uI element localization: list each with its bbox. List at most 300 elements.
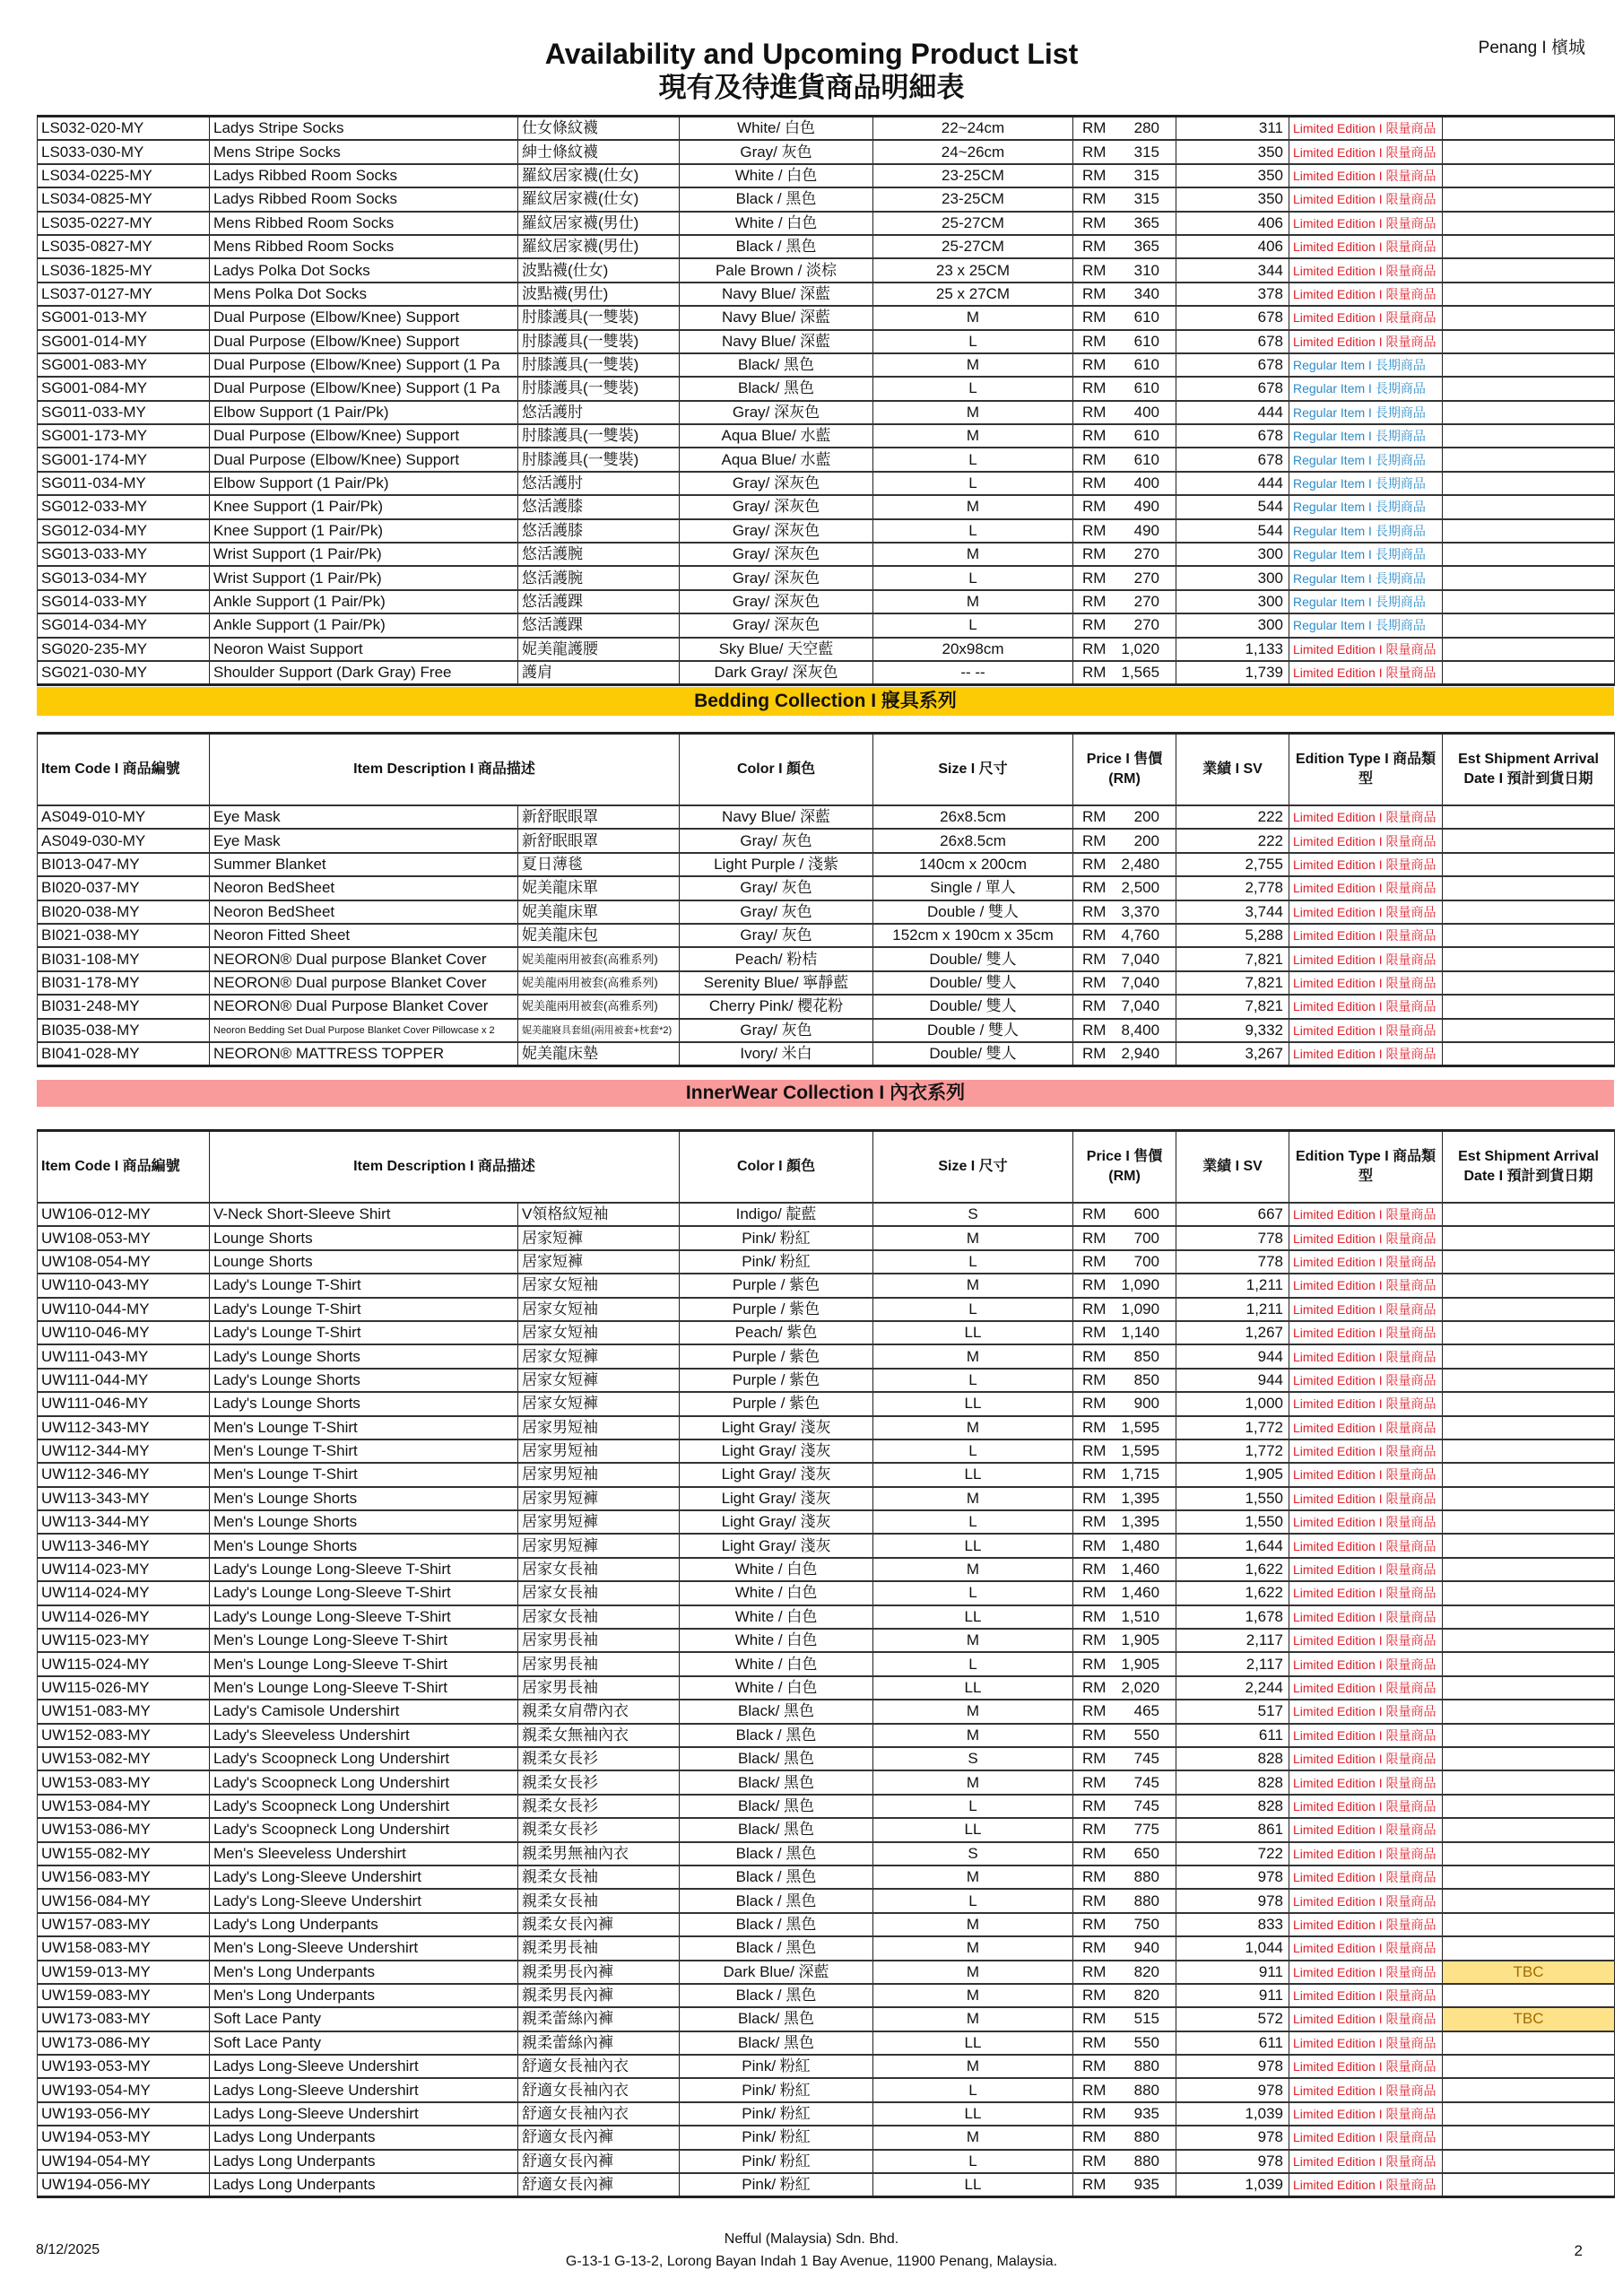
- item-description-zh: 居家短褲: [518, 1250, 680, 1274]
- item-description-zh: 舒適女長袖內衣: [518, 2078, 680, 2101]
- item-color: Black / 黑色: [680, 235, 873, 258]
- shipment-date: [1443, 1629, 1615, 1652]
- item-description-zh: 紳士條紋襪: [518, 140, 680, 163]
- item-size: Double/ 雙人: [873, 1042, 1073, 1066]
- item-size: 26x8.5cm: [873, 829, 1073, 852]
- table-row: [38, 212, 1615, 235]
- item-price: 880: [1118, 2078, 1176, 2101]
- shipment-date: [1443, 1487, 1615, 1510]
- item-description-zh: V領格紋短袖: [518, 1203, 680, 1226]
- item-code: BI031-248-MY: [38, 995, 210, 1018]
- item-color: Black/ 黑色: [680, 377, 873, 400]
- shipment-date: [1443, 1274, 1615, 1297]
- currency-label: RM: [1073, 401, 1118, 424]
- currency-label: RM: [1073, 353, 1118, 377]
- edition-type: Limited Edition I 限量商品: [1289, 1913, 1443, 1936]
- edition-type: Limited Edition I 限量商品: [1289, 2173, 1443, 2197]
- item-price: 610: [1118, 377, 1176, 400]
- table-row: [38, 2150, 1615, 2173]
- item-color: White / 白色: [680, 1605, 873, 1629]
- shipment-date: [1443, 829, 1615, 852]
- item-code: SG020-235-MY: [38, 638, 210, 661]
- item-description: V-Neck Short-Sleeve Shirt: [210, 1203, 518, 1226]
- item-code: UW159-083-MY: [38, 1984, 210, 2007]
- shipment-date: [1443, 853, 1615, 876]
- edition-type: Limited Edition I 限量商品: [1289, 1700, 1443, 1723]
- item-color: Pink/ 粉紅: [680, 2078, 873, 2101]
- item-size: M: [873, 1724, 1073, 1747]
- item-code: SG001-084-MY: [38, 377, 210, 400]
- item-description-zh: 肘膝護具(一雙裝): [518, 306, 680, 329]
- currency-label: RM: [1073, 638, 1118, 661]
- shipment-date: [1443, 638, 1615, 661]
- item-sv: 2,778: [1176, 876, 1289, 900]
- shipment-date: [1443, 377, 1615, 400]
- item-price: 1,020: [1118, 638, 1176, 661]
- currency-label: RM: [1073, 2078, 1118, 2101]
- item-description: Ladys Ribbed Room Socks: [210, 187, 518, 211]
- table-body: [38, 805, 1615, 1066]
- item-description: Lady's Lounge T-Shirt: [210, 1274, 518, 1297]
- col-header-edition: Edition Type I 商品類型: [1289, 734, 1443, 806]
- item-color: Pink/ 粉紅: [680, 2150, 873, 2173]
- item-color: Peach/ 粉桔: [680, 947, 873, 970]
- item-description: Ladys Long Underpants: [210, 2150, 518, 2173]
- currency-label: RM: [1073, 1042, 1118, 1066]
- edition-type: Limited Edition I 限量商品: [1289, 1510, 1443, 1534]
- item-sv: 2,117: [1176, 1629, 1289, 1652]
- table-row: [38, 1203, 1615, 1226]
- item-price: 935: [1118, 2102, 1176, 2126]
- item-size: M: [873, 1558, 1073, 1581]
- item-sv: 978: [1176, 2078, 1289, 2101]
- edition-type: Limited Edition I 限量商品: [1289, 1889, 1443, 1912]
- item-description: Men's Lounge Shorts: [210, 1487, 518, 1510]
- table-row: [38, 947, 1615, 970]
- table-row: [38, 1558, 1615, 1581]
- item-description-zh: 新舒眠眼罩: [518, 805, 680, 829]
- item-code: SG014-033-MY: [38, 590, 210, 613]
- item-description: Ladys Long Underpants: [210, 2173, 518, 2197]
- currency-label: RM: [1073, 1676, 1118, 1700]
- currency-label: RM: [1073, 235, 1118, 258]
- item-price: 700: [1118, 1250, 1176, 1274]
- item-price: 610: [1118, 306, 1176, 329]
- currency-label: RM: [1073, 2007, 1118, 2031]
- item-description: Lady's Lounge Shorts: [210, 1344, 518, 1368]
- col-header-price: Price I 售價 (RM): [1073, 1131, 1176, 1204]
- item-price: 315: [1118, 187, 1176, 211]
- item-description: Dual Purpose (Elbow/Knee) Support: [210, 330, 518, 353]
- item-size: LL: [873, 1676, 1073, 1700]
- item-description-zh: 居家女短袖: [518, 1298, 680, 1321]
- item-size: M: [873, 1936, 1073, 1960]
- item-color: Gray/ 深灰色: [680, 472, 873, 495]
- item-code: UW108-053-MY: [38, 1226, 210, 1249]
- col-header-shipment: Est Shipment Arrival Date I 預計到貨日期: [1443, 734, 1615, 806]
- item-size: LL: [873, 1392, 1073, 1415]
- table-row: [38, 1416, 1615, 1439]
- item-price: 1,395: [1118, 1510, 1176, 1534]
- item-size: M: [873, 424, 1073, 448]
- item-color: Gray/ 深灰色: [680, 519, 873, 543]
- currency-label: RM: [1073, 1344, 1118, 1368]
- shipment-date: [1443, 235, 1615, 258]
- item-code: BI013-047-MY: [38, 853, 210, 876]
- item-price: 880: [1118, 2055, 1176, 2078]
- currency-label: RM: [1073, 1226, 1118, 1249]
- item-sv: 7,821: [1176, 971, 1289, 995]
- item-price: 850: [1118, 1369, 1176, 1392]
- item-code: UW152-083-MY: [38, 1724, 210, 1747]
- item-description-zh: 悠活護腕: [518, 566, 680, 589]
- item-description: Soft Lace Panty: [210, 2007, 518, 2031]
- table-row: [38, 1770, 1615, 1794]
- table-row: [38, 2078, 1615, 2101]
- shipment-date: [1443, 971, 1615, 995]
- item-description-zh: 親柔蕾絲內褲: [518, 2007, 680, 2031]
- item-price: 2,480: [1118, 853, 1176, 876]
- edition-type: Limited Edition I 限量商品: [1289, 140, 1443, 163]
- item-size: Double/ 雙人: [873, 995, 1073, 1018]
- shipment-date: [1443, 2173, 1615, 2197]
- shipment-date: [1443, 1984, 1615, 2007]
- item-size: 23-25CM: [873, 187, 1073, 211]
- item-sv: 1,622: [1176, 1581, 1289, 1605]
- table-row: [38, 1629, 1615, 1652]
- edition-type: Regular Item I 長期商品: [1289, 424, 1443, 448]
- table-row: [38, 2126, 1615, 2149]
- table-row: [38, 1369, 1615, 1392]
- item-sv: 1,739: [1176, 661, 1289, 685]
- item-size: LL: [873, 2102, 1073, 2126]
- item-description: Eye Mask: [210, 829, 518, 852]
- item-code: LS037-0127-MY: [38, 283, 210, 306]
- item-color: Pale Brown / 淡棕: [680, 258, 873, 282]
- item-code: UW194-054-MY: [38, 2150, 210, 2173]
- currency-label: RM: [1073, 2055, 1118, 2078]
- item-price: 200: [1118, 829, 1176, 852]
- item-description: Mens Ribbed Room Socks: [210, 235, 518, 258]
- item-code: UW111-044-MY: [38, 1369, 210, 1392]
- item-description-zh: 護肩: [518, 661, 680, 685]
- shipment-date: [1443, 2102, 1615, 2126]
- item-size: Double/ 雙人: [873, 947, 1073, 970]
- item-color: Serenity Blue/ 寧靜藍: [680, 971, 873, 995]
- item-description-zh: 肘膝護具(一雙裝): [518, 377, 680, 400]
- item-description: Men's Lounge T-Shirt: [210, 1463, 518, 1486]
- item-price: 745: [1118, 1747, 1176, 1770]
- item-sv: 978: [1176, 2150, 1289, 2173]
- col-header-code: Item Code I 商品編號: [38, 1131, 210, 1204]
- table-row: [38, 1842, 1615, 1866]
- shipment-date: [1443, 1795, 1615, 1818]
- item-size: M: [873, 1274, 1073, 1297]
- item-code: SG001-083-MY: [38, 353, 210, 377]
- item-size: L: [873, 330, 1073, 353]
- item-sv: 611: [1176, 2031, 1289, 2055]
- item-color: Purple / 紫色: [680, 1298, 873, 1321]
- shipment-date: [1443, 947, 1615, 970]
- edition-type: Limited Edition I 限量商品: [1289, 2055, 1443, 2078]
- item-description: Dual Purpose (Elbow/Knee) Support: [210, 448, 518, 471]
- item-price: 200: [1118, 805, 1176, 829]
- item-price: 650: [1118, 1842, 1176, 1866]
- table-row: [38, 1866, 1615, 1889]
- item-description: Men's Lounge Long-Sleeve T-Shirt: [210, 1652, 518, 1675]
- edition-type: Regular Item I 長期商品: [1289, 401, 1443, 424]
- currency-label: RM: [1073, 805, 1118, 829]
- currency-label: RM: [1073, 1581, 1118, 1605]
- item-code: UW111-043-MY: [38, 1344, 210, 1368]
- item-color: Pink/ 粉紅: [680, 1226, 873, 1249]
- item-size: L: [873, 566, 1073, 589]
- edition-type: Regular Item I 長期商品: [1289, 613, 1443, 637]
- currency-label: RM: [1073, 2126, 1118, 2149]
- shipment-date: [1443, 258, 1615, 282]
- currency-label: RM: [1073, 1770, 1118, 1794]
- shipment-date: [1443, 1463, 1615, 1486]
- item-sv: 1,550: [1176, 1510, 1289, 1534]
- item-color: Purple / 紫色: [680, 1344, 873, 1368]
- edition-type: Limited Edition I 限量商品: [1289, 805, 1443, 829]
- item-price: 7,040: [1118, 947, 1176, 970]
- item-color: Navy Blue/ 深藍: [680, 306, 873, 329]
- item-color: Pink/ 粉紅: [680, 1250, 873, 1274]
- table-row: [38, 2102, 1615, 2126]
- item-size: 23-25CM: [873, 164, 1073, 187]
- item-price: 610: [1118, 353, 1176, 377]
- table-row: [38, 829, 1615, 852]
- item-size: LL: [873, 2031, 1073, 2055]
- edition-type: Regular Item I 長期商品: [1289, 448, 1443, 471]
- item-description-zh: 羅紋居家襪(男仕): [518, 212, 680, 235]
- item-size: M: [873, 1226, 1073, 1249]
- edition-type: Limited Edition I 限量商品: [1289, 330, 1443, 353]
- edition-type: Limited Edition I 限量商品: [1289, 1558, 1443, 1581]
- item-price: 270: [1118, 613, 1176, 637]
- item-description: Lady's Lounge Long-Sleeve T-Shirt: [210, 1558, 518, 1581]
- item-description: Ankle Support (1 Pair/Pk): [210, 613, 518, 637]
- currency-label: RM: [1073, 1321, 1118, 1344]
- item-description-zh: 夏日薄毯: [518, 853, 680, 876]
- edition-type: Limited Edition I 限量商品: [1289, 1652, 1443, 1675]
- item-description-zh: 居家女長袖: [518, 1581, 680, 1605]
- item-description: Mens Ribbed Room Socks: [210, 212, 518, 235]
- item-size: M: [873, 2126, 1073, 2149]
- item-price: 820: [1118, 1984, 1176, 2007]
- currency-label: RM: [1073, 472, 1118, 495]
- item-color: Purple / 紫色: [680, 1369, 873, 1392]
- item-code: LS033-030-MY: [38, 140, 210, 163]
- currency-label: RM: [1073, 1795, 1118, 1818]
- item-description: Neoron BedSheet: [210, 876, 518, 900]
- table-row: [38, 424, 1615, 448]
- currency-label: RM: [1073, 613, 1118, 637]
- item-code: SG001-173-MY: [38, 424, 210, 448]
- item-description: Shoulder Support (Dark Gray) Free: [210, 661, 518, 685]
- item-sv: 1,039: [1176, 2173, 1289, 2197]
- shipment-date: [1443, 1203, 1615, 1226]
- item-price: 490: [1118, 519, 1176, 543]
- item-size: -- --: [873, 661, 1073, 685]
- item-size: S: [873, 1842, 1073, 1866]
- item-code: UW155-082-MY: [38, 1842, 210, 1866]
- item-sv: 1,550: [1176, 1487, 1289, 1510]
- item-code: BI031-108-MY: [38, 947, 210, 970]
- table-row: [38, 1700, 1615, 1723]
- item-size: 140cm x 200cm: [873, 853, 1073, 876]
- edition-type: Limited Edition I 限量商品: [1289, 900, 1443, 924]
- item-description-zh: 親柔男長內褲: [518, 1984, 680, 2007]
- item-sv: 222: [1176, 829, 1289, 852]
- shipment-date: [1443, 1936, 1615, 1960]
- edition-type: Limited Edition I 限量商品: [1289, 1439, 1443, 1463]
- item-description-zh: 悠活護肘: [518, 401, 680, 424]
- item-description: Eye Mask: [210, 805, 518, 829]
- item-size: S: [873, 1203, 1073, 1226]
- edition-type: Limited Edition I 限量商品: [1289, 1676, 1443, 1700]
- item-size: M: [873, 1866, 1073, 1889]
- table-row: [38, 1226, 1615, 1249]
- item-code: UW194-053-MY: [38, 2126, 210, 2149]
- col-header-price: Price I 售價 (RM): [1073, 734, 1176, 806]
- item-color: White / 白色: [680, 212, 873, 235]
- item-description: Dual Purpose (Elbow/Knee) Support (1 Pa: [210, 377, 518, 400]
- table-row: [38, 1795, 1615, 1818]
- item-sv: 1,211: [1176, 1298, 1289, 1321]
- item-code: UW112-346-MY: [38, 1463, 210, 1486]
- shipment-date: [1443, 805, 1615, 829]
- table-row: [38, 519, 1615, 543]
- item-sv: 2,755: [1176, 853, 1289, 876]
- item-sv: 350: [1176, 140, 1289, 163]
- item-sv: 344: [1176, 258, 1289, 282]
- item-description: Neoron Fitted Sheet: [210, 924, 518, 947]
- item-color: Black/ 黑色: [680, 1747, 873, 1770]
- table-row: [38, 1344, 1615, 1368]
- edition-type: Regular Item I 長期商品: [1289, 566, 1443, 589]
- col-header-code: Item Code I 商品編號: [38, 734, 210, 806]
- item-description: Lounge Shorts: [210, 1250, 518, 1274]
- item-description: Neoron Bedding Set Dual Purpose Blanket Cover Pillowcase x 2: [210, 1019, 518, 1042]
- item-size: M: [873, 401, 1073, 424]
- table-row: [38, 613, 1615, 637]
- item-price: 270: [1118, 590, 1176, 613]
- shipment-date: [1443, 661, 1615, 685]
- item-sv: 611: [1176, 1724, 1289, 1747]
- edition-type: Limited Edition I 限量商品: [1289, 1274, 1443, 1297]
- table-row: [38, 1889, 1615, 1912]
- currency-label: RM: [1073, 566, 1118, 589]
- item-size: M: [873, 495, 1073, 518]
- item-description: Men's Lounge Long-Sleeve T-Shirt: [210, 1629, 518, 1652]
- currency-label: RM: [1073, 1463, 1118, 1486]
- table-header-row: [38, 1131, 1615, 1204]
- edition-type: Limited Edition I 限量商品: [1289, 829, 1443, 852]
- shipment-date: [1443, 519, 1615, 543]
- edition-type: Limited Edition I 限量商品: [1289, 1392, 1443, 1415]
- item-color: White / 白色: [680, 1676, 873, 1700]
- shipment-date: [1443, 472, 1615, 495]
- item-price: 550: [1118, 1724, 1176, 1747]
- item-description-zh: 居家短褲: [518, 1226, 680, 1249]
- currency-label: RM: [1073, 1274, 1118, 1297]
- edition-type: Regular Item I 長期商品: [1289, 543, 1443, 566]
- item-size: L: [873, 472, 1073, 495]
- table-row: [38, 2173, 1615, 2197]
- item-description: Lady's Scoopneck Long Undershirt: [210, 1747, 518, 1770]
- item-size: 23 x 25CM: [873, 258, 1073, 282]
- shipment-date: [1443, 1747, 1615, 1770]
- item-sv: 1,133: [1176, 638, 1289, 661]
- item-color: Black / 黑色: [680, 1984, 873, 2007]
- item-sv: 300: [1176, 566, 1289, 589]
- col-header-description: Item Description I 商品描述: [210, 1131, 680, 1204]
- item-color: Light Gray/ 淺灰: [680, 1439, 873, 1463]
- shipment-date: [1443, 1534, 1615, 1557]
- item-description: Lounge Shorts: [210, 1226, 518, 1249]
- table-row: [38, 1463, 1615, 1486]
- item-size: L: [873, 2078, 1073, 2101]
- item-description: Men's Lounge T-Shirt: [210, 1439, 518, 1463]
- item-sv: 5,288: [1176, 924, 1289, 947]
- shipment-date: [1443, 1700, 1615, 1723]
- item-price: 1,395: [1118, 1487, 1176, 1510]
- item-code: UW113-344-MY: [38, 1510, 210, 1534]
- item-code: SG001-014-MY: [38, 330, 210, 353]
- item-code: UW108-054-MY: [38, 1250, 210, 1274]
- table-row: [38, 235, 1615, 258]
- edition-type: Limited Edition I 限量商品: [1289, 995, 1443, 1018]
- item-price: 600: [1118, 1203, 1176, 1226]
- edition-type: Limited Edition I 限量商品: [1289, 1250, 1443, 1274]
- item-code: BI041-028-MY: [38, 1042, 210, 1066]
- item-sv: 300: [1176, 590, 1289, 613]
- item-description-zh: 妮美龍兩用被套(高雅系列): [518, 947, 680, 970]
- item-description: Men's Lounge Long-Sleeve T-Shirt: [210, 1676, 518, 1700]
- item-description-zh: 親柔男長內褲: [518, 1961, 680, 1984]
- item-description-zh: 居家女短袖: [518, 1321, 680, 1344]
- item-price: 775: [1118, 1818, 1176, 1841]
- item-price: 490: [1118, 495, 1176, 518]
- item-sv: 678: [1176, 353, 1289, 377]
- edition-type: Limited Edition I 限量商品: [1289, 306, 1443, 329]
- item-code: LS032-020-MY: [38, 117, 210, 141]
- item-description: Neoron BedSheet: [210, 900, 518, 924]
- shipment-date: [1443, 164, 1615, 187]
- item-code: LS034-0825-MY: [38, 187, 210, 211]
- item-description: Mens Polka Dot Socks: [210, 283, 518, 306]
- item-price: 270: [1118, 543, 1176, 566]
- item-size: M: [873, 2055, 1073, 2078]
- edition-type: Limited Edition I 限量商品: [1289, 2007, 1443, 2031]
- item-description-zh: 妮美龍兩用被套(高雅系列): [518, 995, 680, 1018]
- item-size: L: [873, 1510, 1073, 1534]
- item-color: Navy Blue/ 深藍: [680, 805, 873, 829]
- item-price: 900: [1118, 1392, 1176, 1415]
- item-price: 2,020: [1118, 1676, 1176, 1700]
- item-description-zh: 妮美龍床單: [518, 900, 680, 924]
- currency-label: RM: [1073, 2150, 1118, 2173]
- item-code: BI020-038-MY: [38, 900, 210, 924]
- item-size: L: [873, 1795, 1073, 1818]
- shipment-date: [1443, 306, 1615, 329]
- table-row: [38, 1439, 1615, 1463]
- shipment-date: [1443, 330, 1615, 353]
- item-size: L: [873, 613, 1073, 637]
- item-sv: 300: [1176, 543, 1289, 566]
